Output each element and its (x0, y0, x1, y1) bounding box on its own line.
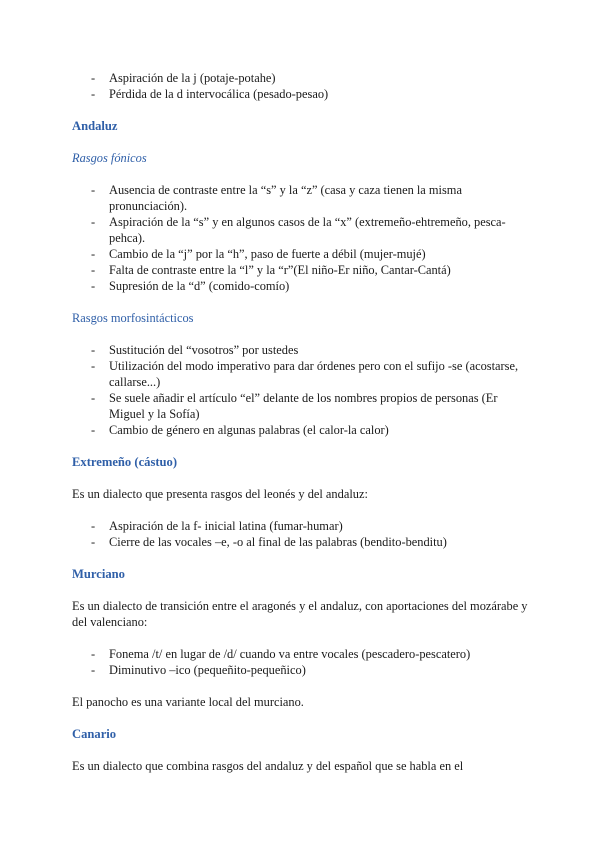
list-bullet: - (91, 343, 96, 357)
list-item: - Cambio de género en algunas palabras (el calor-la calor) (91, 423, 389, 437)
list-item: - Ausencia de contraste entre la “s” y la “z” (casa y caza tienen la misma pronunciación). (91, 183, 462, 213)
list-bullet: - (91, 423, 96, 437)
list-bullet: - (91, 87, 96, 101)
list-item: - Se suele añadir el artículo “el” delante de los nombres propios de personas (Er Miguel y la Sofía) (91, 391, 498, 421)
list-item: - Utilización del modo imperativo para dar órdenes pero con el sufijo -se (acostarse, callarse...) (91, 359, 519, 389)
document-body (72, 70, 532, 774)
murciano-list (72, 646, 532, 678)
list-bullet: - (91, 215, 96, 229)
extremeno-list (72, 518, 532, 550)
list-bullet: - (91, 535, 96, 549)
list-item: - Diminutivo –ico (pequeñito-pequeñico) (91, 663, 306, 677)
andaluz-morfo-list (72, 342, 532, 438)
list-bullet: - (91, 391, 96, 405)
list-bullet: - (91, 279, 96, 293)
list-item: - Fonema /t/ en lugar de /d/ cuando va entre vocales (pescadero-pescatero) (91, 647, 471, 661)
list-item: - Aspiración de la f- inicial latina (fumar-humar) (91, 519, 343, 533)
subheading-rasgos-fonicos: Rasgos fónicos (72, 151, 147, 165)
paragraph-murciano-intro: Es un dialecto de transición entre el aragonés y el andaluz, con aportaciones del mozárabe y del valenciano: (72, 599, 528, 629)
list-bullet: - (91, 647, 96, 661)
list-item: - Sustitución del “vosotros” por ustedes (91, 343, 299, 357)
list-bullet: - (91, 71, 96, 85)
paragraph-canario-intro: Es un dialecto que combina rasgos del andaluz y del español que se habla en el (72, 759, 464, 773)
list-item: - Supresión de la “d” (comido-comío) (91, 279, 290, 293)
list-bullet: - (91, 519, 96, 533)
list-item: - Aspiración de la “s” y en algunos casos de la “x” (extremeño-ehtremeño, pesca-pehca). (91, 215, 506, 245)
list-item: - Cambio de la “j” por la “h”, paso de fuerte a débil (mujer-mujé) (91, 247, 426, 261)
andaluz-fonicos-list (72, 182, 532, 294)
list-item: - Pérdida de la d intervocálica (pesado-pesao) (91, 87, 329, 101)
heading-murciano: Murciano (72, 567, 125, 581)
list-bullet: - (91, 183, 96, 197)
list-bullet: - (91, 247, 96, 261)
list-bullet: - (91, 263, 96, 277)
intro-list (72, 70, 532, 102)
heading-extremeno: Extremeño (cástuo) (72, 455, 178, 469)
paragraph-murciano-note: El panocho es una variante local del murciano. (72, 695, 304, 709)
list-bullet: - (91, 663, 96, 677)
paragraph-extremeno-intro: Es un dialecto que presenta rasgos del leonés y del andaluz: (72, 487, 368, 501)
list-item: - Aspiración de la j (potaje-potahe) (91, 71, 276, 85)
heading-andaluz: Andaluz (72, 119, 118, 133)
list-item: - Falta de contraste entre la “l” y la “r”(El niño-Er niño, Cantar-Cantá) (91, 263, 451, 277)
list-item: - Cierre de las vocales –e, -o al final de las palabras (bendito-benditu) (91, 535, 447, 549)
heading-canario: Canario (72, 727, 117, 741)
list-bullet: - (91, 359, 96, 373)
subheading-rasgos-morfosintacticos: Rasgos morfosintácticos (72, 311, 194, 325)
